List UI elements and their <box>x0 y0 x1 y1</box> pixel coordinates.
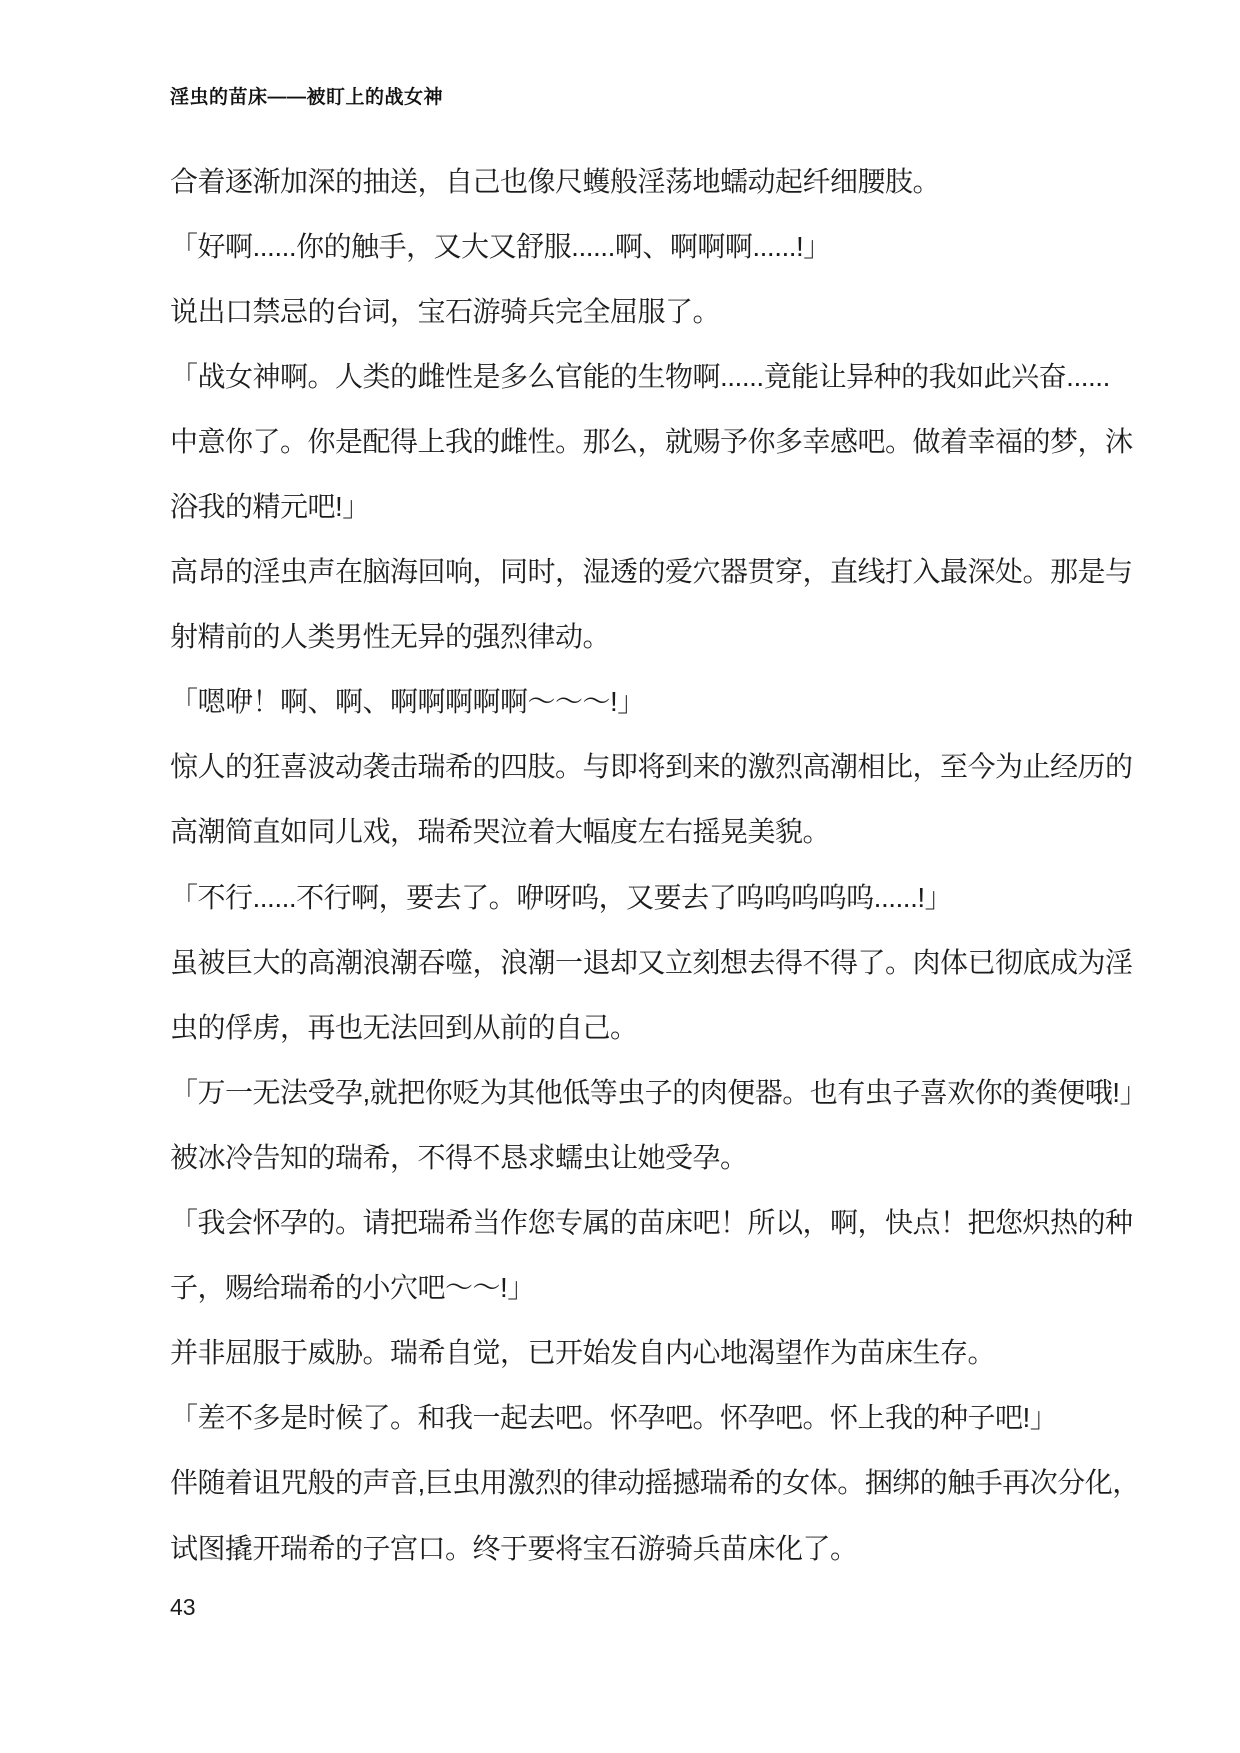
text-line: 惊人的狂喜波动袭击瑞希的四肢。与即将到来的激烈高潮相比，至今为止经历的 <box>170 751 1133 783</box>
text-line: 「战女神啊。人类的雌性是多么官能的生物啊......竟能让异种的我如此兴奋...... <box>170 360 1110 392</box>
text-line: 中意你了。你是配得上我的雌性。那么，就赐予你多幸感吧。做着幸福的梦，沐 <box>170 425 1133 457</box>
text-line: 虫的俘虏，再也无法回到从前的自己。 <box>170 1011 638 1043</box>
text-line: 射精前的人类男性无异的强烈律动。 <box>170 621 611 653</box>
text-line: 「我会怀孕的。请把瑞希当作您专属的苗床吧！所以，啊，快点！把您炽热的种 <box>170 1207 1133 1239</box>
text-line: 试图撬开瑞希的子宫口。终于要将宝石游骑兵苗床化了。 <box>170 1532 858 1564</box>
text-line: 高潮简直如同儿戏，瑞希哭泣着大幅度左右摇晃美貌。 <box>170 816 831 848</box>
text-line: 被冰冷告知的瑞希，不得不恳求蠕虫让她受孕。 <box>170 1141 748 1173</box>
page-number: 43 <box>170 1594 196 1620</box>
text-line: 「嗯咿！啊、啊、啊啊啊啊啊～～～!」 <box>170 686 645 718</box>
text-line: 合着逐渐加深的抽送，自己也像尺蠖般淫荡地蠕动起纤细腰肢。 <box>170 165 941 197</box>
text-line: 高昂的淫虫声在脑海回响，同时，湿透的爱穴器贯穿，直线打入最深处。那是与 <box>170 556 1133 588</box>
page-body-text <box>170 147 1148 1579</box>
text-line: 「万一无法受孕,就把你贬为其他低等虫子的肉便器。也有虫子喜欢你的粪便哦!」 <box>170 1076 1148 1108</box>
text-line: 并非屈服于威胁。瑞希自觉，已开始发自内心地渴望作为苗床生存。 <box>170 1337 996 1369</box>
text-line: 浴我的精元吧!」 <box>170 491 370 523</box>
text-line: 伴随着诅咒般的声音,巨虫用激烈的律动摇撼瑞希的女体。捆绑的触手再次分化， <box>170 1467 1140 1499</box>
text-line: 「不行......不行啊，要去了。咿呀呜，又要去了呜呜呜呜呜......!」 <box>170 881 953 913</box>
text-line: 说出口禁忌的台词，宝石游骑兵完全屈服了。 <box>170 295 721 327</box>
text-line: 子，赐给瑞希的小穴吧～～!」 <box>170 1272 535 1304</box>
text-line: 虽被巨大的高潮浪潮吞噬，浪潮一退却又立刻想去得不得了。肉体已彻底成为淫 <box>170 946 1133 978</box>
chapter-title: 淫虫的苗床——被盯上的战女神 <box>170 87 444 108</box>
text-line: 「好啊......你的触手，又大又舒服......啊、啊啊啊......!」 <box>170 230 831 262</box>
text-line: 「差不多是时候了。和我一起去吧。怀孕吧。怀孕吧。怀上我的种子吧!」 <box>170 1402 1058 1434</box>
